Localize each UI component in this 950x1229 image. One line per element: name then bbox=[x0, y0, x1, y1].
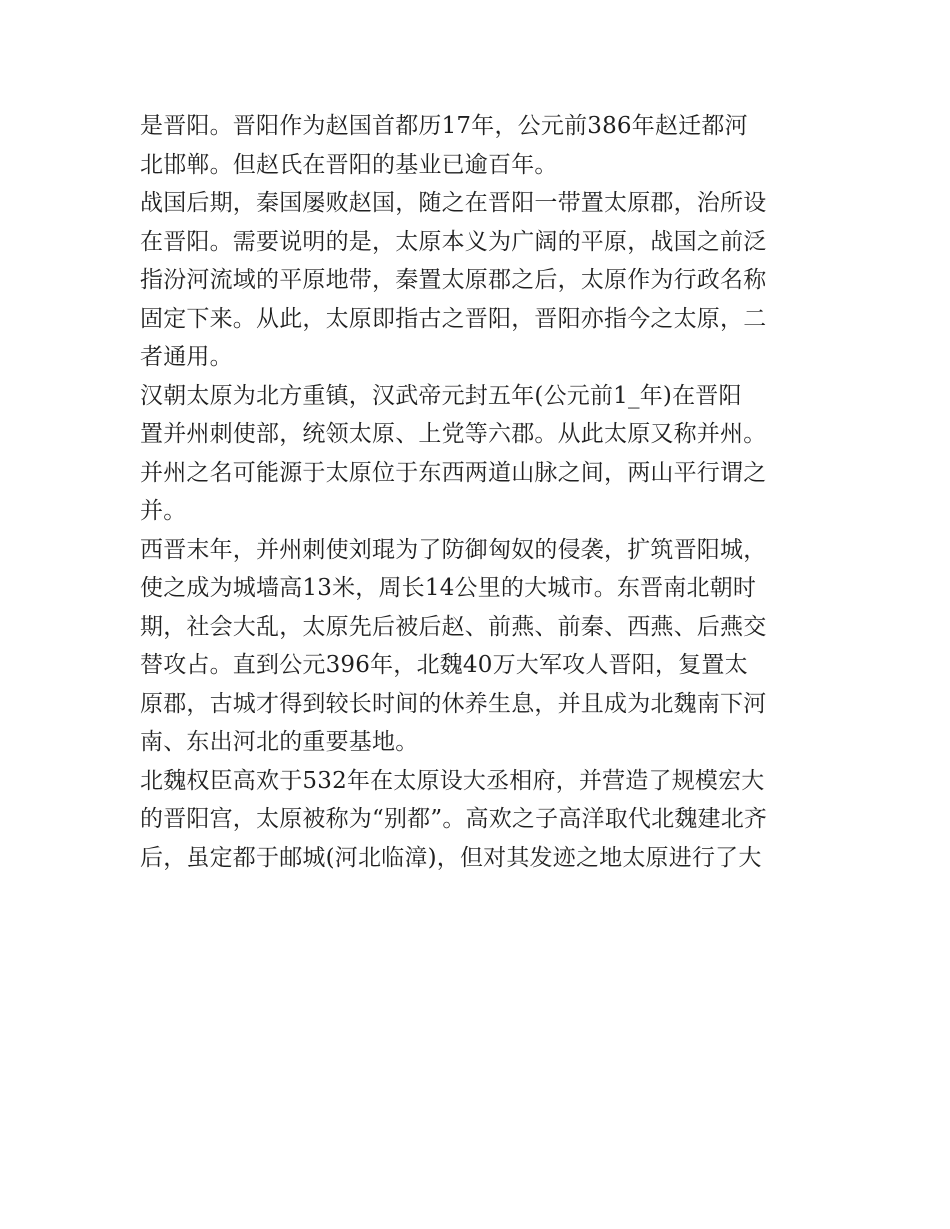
text-line: 是晋阳。晋阳作为赵国首都历17年，公元前386年赵迁都河 bbox=[140, 113, 748, 139]
text-line: 北邯郸。但赵氏在晋阳的基业已逾百年。 bbox=[140, 151, 558, 178]
text-line: 的晋阳宫，太原被称为“别都”。高欢之子高洋取代北魏建北齐 bbox=[140, 806, 768, 832]
text-line: 并。 bbox=[140, 498, 187, 524]
text-line: 汉朝太原为北方重镇，汉武帝元封五年(公元前1_年)在晋阳 bbox=[140, 382, 742, 409]
text-line: 替攻占。直到公元396年，北魏40万大军攻人晋阳，复置太 bbox=[140, 652, 748, 678]
text-line: 后，虽定都于邮城(河北临漳)，但对其发迹之地太原进行了大 bbox=[140, 844, 762, 871]
text-line: 原郡，古城才得到较长时间的休养生息，并且成为北魏南下河 bbox=[140, 690, 767, 717]
text-line: 西晋末年，并州刺使刘琨为了防御匈奴的侵袭，扩筑晋阳城， bbox=[140, 536, 767, 563]
text-line: 置并州刺使部，统领太原、上党等六郡。从此太原又称并州。 bbox=[140, 421, 767, 447]
text-line: 战国后期，秦国屡败赵国，随之在晋阳一带置太原郡，治所设 bbox=[140, 190, 767, 216]
text-line: 指汾河流域的平原地带，秦置太原郡之后，太原作为行政名称 bbox=[140, 267, 767, 293]
text-line: 北魏权臣高欢于532年在太原设大丞相府，并营造了规模宏大 bbox=[140, 767, 765, 794]
text-line: 者通用。 bbox=[140, 344, 233, 370]
text-line: 南、东出河北的重要基地。 bbox=[140, 729, 419, 755]
text-line: 期，社会大乱，太原先后被后赵、前燕、前秦、西燕、后燕交 bbox=[140, 613, 767, 640]
document-body bbox=[140, 107, 830, 877]
text-line: 在晋阳。需要说明的是，太原本义为广阔的平原，战国之前泛 bbox=[140, 228, 767, 255]
text-line: 固定下来。从此，太原即指古之晋阳，晋阳亦指今之太原，二 bbox=[140, 305, 767, 332]
text-line: 使之成为城墙高13米，周长14公里的大城市。东晋南北朝时 bbox=[140, 575, 757, 601]
text-line: 并州之名可能源于太原位于东西两道山脉之间，两山平行谓之 bbox=[140, 459, 767, 486]
